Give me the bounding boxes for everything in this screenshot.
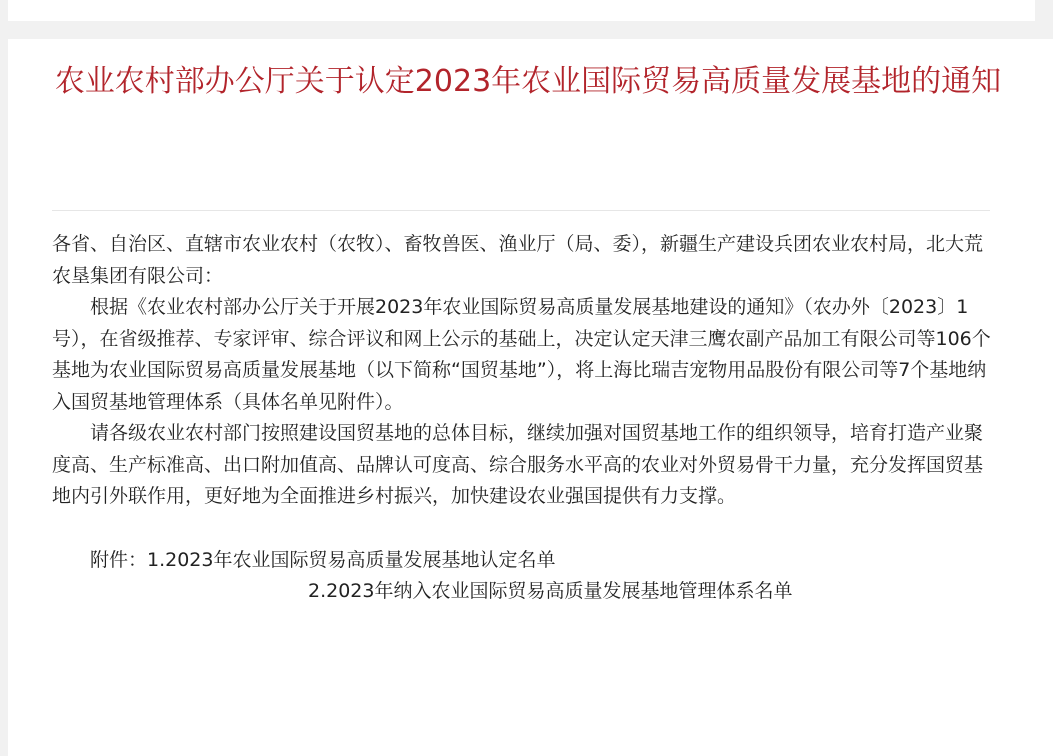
paragraph-2: 请各级农业农村部门按照建设国贸基地的总体目标，继续加强对国贸基地工作的组织领导，培育打造产业聚度高、生产标准高、出口附加值高、品牌认可度高、综合服务水平高的农业对外贸易骨干力量，充分发挥国贸基地内引外联作用，更好地为全面推进乡村振兴，加快建设农业强国提供有力支撑。 [52,422,984,507]
document-page [8,39,1053,756]
attachment-1: 附件：1.2023年农业国际贸易高质量发展基地认定名单 [90,548,556,571]
salutation: 各省、自治区、直辖市农业农村（农牧）、畜牧兽医、渔业厅（局、委），新疆生产建设兵团农业农村局，北大荒农垦集团有限公司： [52,233,984,287]
spacer [52,513,992,545]
document-body [52,229,992,608]
divider [52,210,990,211]
attachment-2: 2.2023年纳入农业国际贸易高质量发展基地管理体系名单 [308,580,793,602]
document-title: 农业农村部办公厅关于认定2023年农业国际贸易高质量发展基地的通知 [54,64,1002,99]
top-bar [8,0,1035,21]
paragraph-1: 根据《农业农村部办公厅关于开展2023年农业国际贸易高质量发展基地建设的通知》（农办外〔2023〕1号），在省级推荐、专家评审、综合评议和网上公示的基础上，决定认定天津三鹰农副产品加工有限公司等106个基地为农业国际贸易高质量发展基地（以下简称“国贸基地”），将上海比瑞吉宠物用品股份有限公司等7个基地纳入国贸基地管理体系（具体名单见附件）。 [52,296,991,413]
